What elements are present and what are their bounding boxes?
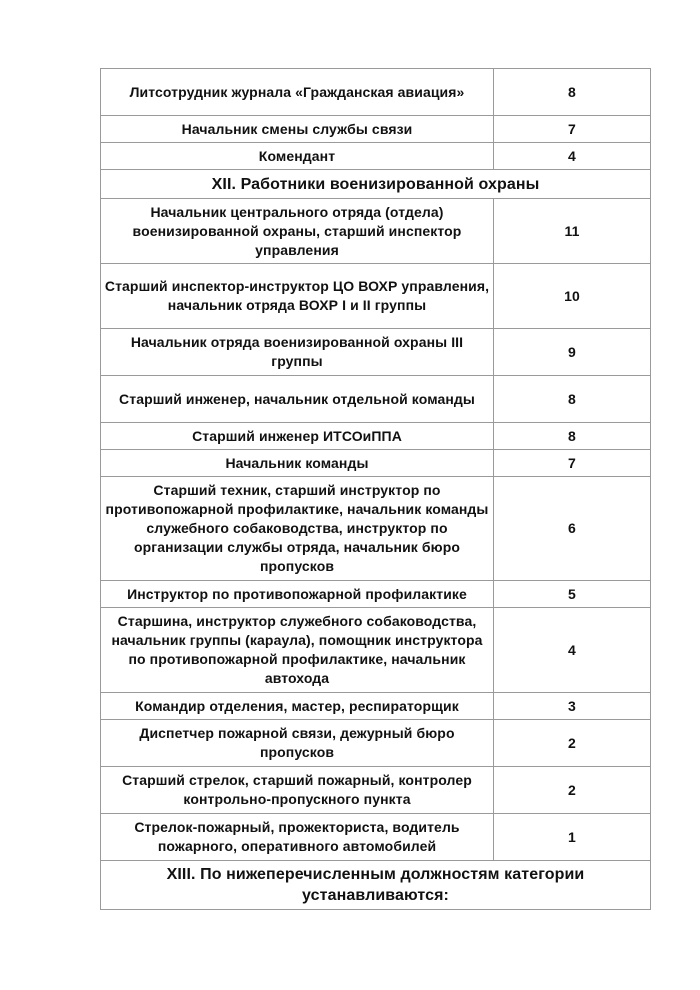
table-row [101,814,651,861]
position-cell: Старший техник, старший инструктор по противопожарной профилактике, начальник команды служебного собаководства, инструктор по организации службы отряда, начальник бюро пропусков [101,477,494,581]
table-row [101,69,651,116]
document-page [100,68,650,910]
category-cell: 11 [494,199,651,264]
category-cell: 5 [494,581,651,608]
category-cell: 7 [494,116,651,143]
position-cell: Литсотрудник журнала «Гражданская авиация» [101,69,494,116]
category-cell: 4 [494,608,651,693]
table-row [101,264,651,329]
position-cell: Старший стрелок, старший пожарный, контролер контрольно-пропускного пункта [101,767,494,814]
position-cell: Начальник отряда военизированной охраны III группы [101,329,494,376]
section-header-row [101,170,651,199]
table-row [101,116,651,143]
table-row [101,608,651,693]
table-row [101,329,651,376]
category-cell: 7 [494,450,651,477]
position-cell: Старший инженер ИТСОиППА [101,423,494,450]
category-cell: 1 [494,814,651,861]
category-cell: 8 [494,69,651,116]
category-cell: 8 [494,376,651,423]
position-cell: Начальник команды [101,450,494,477]
category-cell: 9 [494,329,651,376]
table-row [101,199,651,264]
position-cell: Инструктор по противопожарной профилактике [101,581,494,608]
position-cell: Комендант [101,143,494,170]
table-row [101,720,651,767]
category-cell: 10 [494,264,651,329]
position-cell: Старшина, инструктор служебного собаководства, начальник группы (караула), помощник инструктора по противопожарной профилактике, начальник автохода [101,608,494,693]
position-cell: Старший инженер, начальник отдельной команды [101,376,494,423]
table-row [101,143,651,170]
section-xiii-title: XIII. По нижеперечисленным должностям категории устанавливаются: [101,861,651,910]
category-cell: 2 [494,767,651,814]
position-cell: Стрелок-пожарный, прожекториста, водитель пожарного, оперативного автомобилей [101,814,494,861]
category-cell: 2 [494,720,651,767]
position-cell: Командир отделения, мастер, респираторщик [101,693,494,720]
section-xii-title: XII. Работники военизированной охраны [101,170,651,199]
position-cell: Диспетчер пожарной связи, дежурный бюро пропусков [101,720,494,767]
position-category-table [100,68,651,910]
position-cell: Начальник смены службы связи [101,116,494,143]
table-row [101,693,651,720]
category-cell: 4 [494,143,651,170]
position-cell: Начальник центрального отряда (отдела) военизированной охраны, старший инспектор управления [101,199,494,264]
table-row [101,477,651,581]
category-cell: 8 [494,423,651,450]
table-row [101,423,651,450]
table-row [101,767,651,814]
table-row [101,581,651,608]
category-cell: 6 [494,477,651,581]
table-row [101,376,651,423]
category-cell: 3 [494,693,651,720]
section-header-row [101,861,651,910]
position-cell: Старший инспектор-инструктор ЦО ВОХР управления, начальник отряда ВОХР I и II группы [101,264,494,329]
table-row [101,450,651,477]
